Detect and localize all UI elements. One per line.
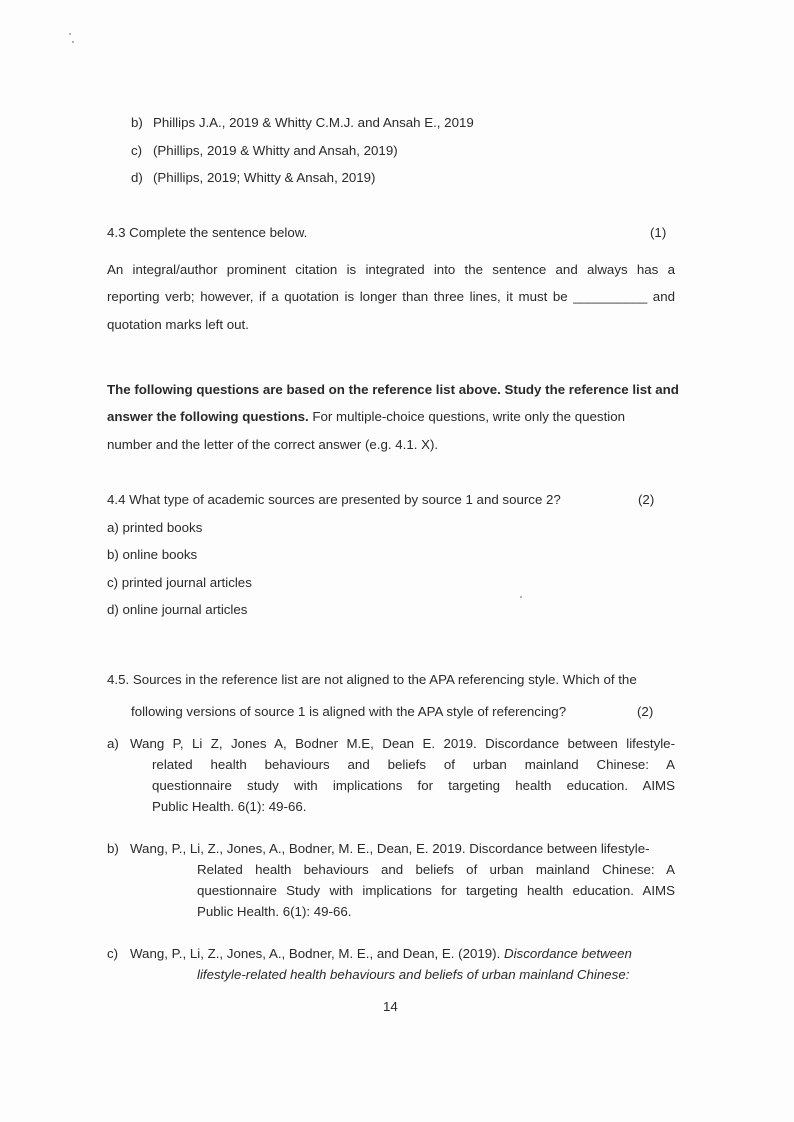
option-line: Related health behaviours and beliefs of urban mainland Chinese: A [197,862,675,877]
instructions-line: answer the following questions. For multiple-choice questions, write only the question [107,409,626,424]
option-letter: a) [107,736,119,751]
option-c: c) (Phillips, 2019 & Whitty and Ansah, 2019) [131,143,398,158]
question-label: 4.5. Sources in the reference list are not aligned to the APA referencing style. Which of the [107,672,637,687]
option-line: Wang P, Li Z, Jones A, Bodner M.E, Dean E. 2019. Discordance between lifestyle- [130,736,675,751]
option-line: related health behaviours and beliefs of urban mainland Chinese: A [152,757,675,772]
answer-option: d) online journal articles [107,602,248,617]
option-letter: c) [107,946,119,961]
instructions-line: The following questions are based on the reference list above. Study the reference list and [107,382,679,397]
question-label: following versions of source 1 is aligned with the APA style of referencing? [131,704,567,719]
question-label: 4.3 Complete the sentence below. [107,225,308,240]
answer-option: b) online books [107,547,198,562]
page-number: 14 [383,999,398,1014]
scan-speck [520,596,522,598]
answer-option: a) printed books [107,520,203,535]
option-letter: b) [107,841,119,856]
scan-speck [72,41,74,43]
option-d: d) (Phillips, 2019; Whitty & Ansah, 2019) [131,170,376,185]
question-text-line: quotation marks left out. [107,317,249,332]
scan-speck [69,33,71,35]
option-line: lifestyle-related health behaviours and beliefs of urban mainland Chinese: [197,967,630,982]
option-line: Wang, P., Li, Z., Jones, A., Bodner, M. E., and Dean, E. (2019). Discordance between [130,946,632,961]
question-marks: (2) [638,492,655,507]
option-line: Public Health. 6(1): 49-66. [197,904,352,919]
question-marks: (1) [650,225,667,240]
option-line: questionnaire study with implications for targeting health education. AIMS [152,778,675,793]
option-b: b) Phillips J.A., 2019 & Whitty C.M.J. and Ansah E., 2019 [131,115,474,130]
option-line: questionnaire Study with implications for targeting health education. AIMS [197,883,675,898]
instructions-line: number and the letter of the correct answer (e.g. 4.1. X). [107,437,439,452]
question-text-line: An integral/author prominent citation is integrated into the sentence and always has a [107,262,675,277]
answer-option: c) printed journal articles [107,575,252,590]
question-label: 4.4 What type of academic sources are presented by source 1 and source 2? [107,492,561,507]
option-line: Public Health. 6(1): 49-66. [152,799,307,814]
option-line: Wang, P., Li, Z., Jones, A., Bodner, M. E., Dean, E. 2019. Discordance between lifestyle- [130,841,650,856]
question-text-line: reporting verb; however, if a quotation is longer than three lines, it must be __________ and [107,289,675,304]
question-marks: (2) [637,704,654,719]
